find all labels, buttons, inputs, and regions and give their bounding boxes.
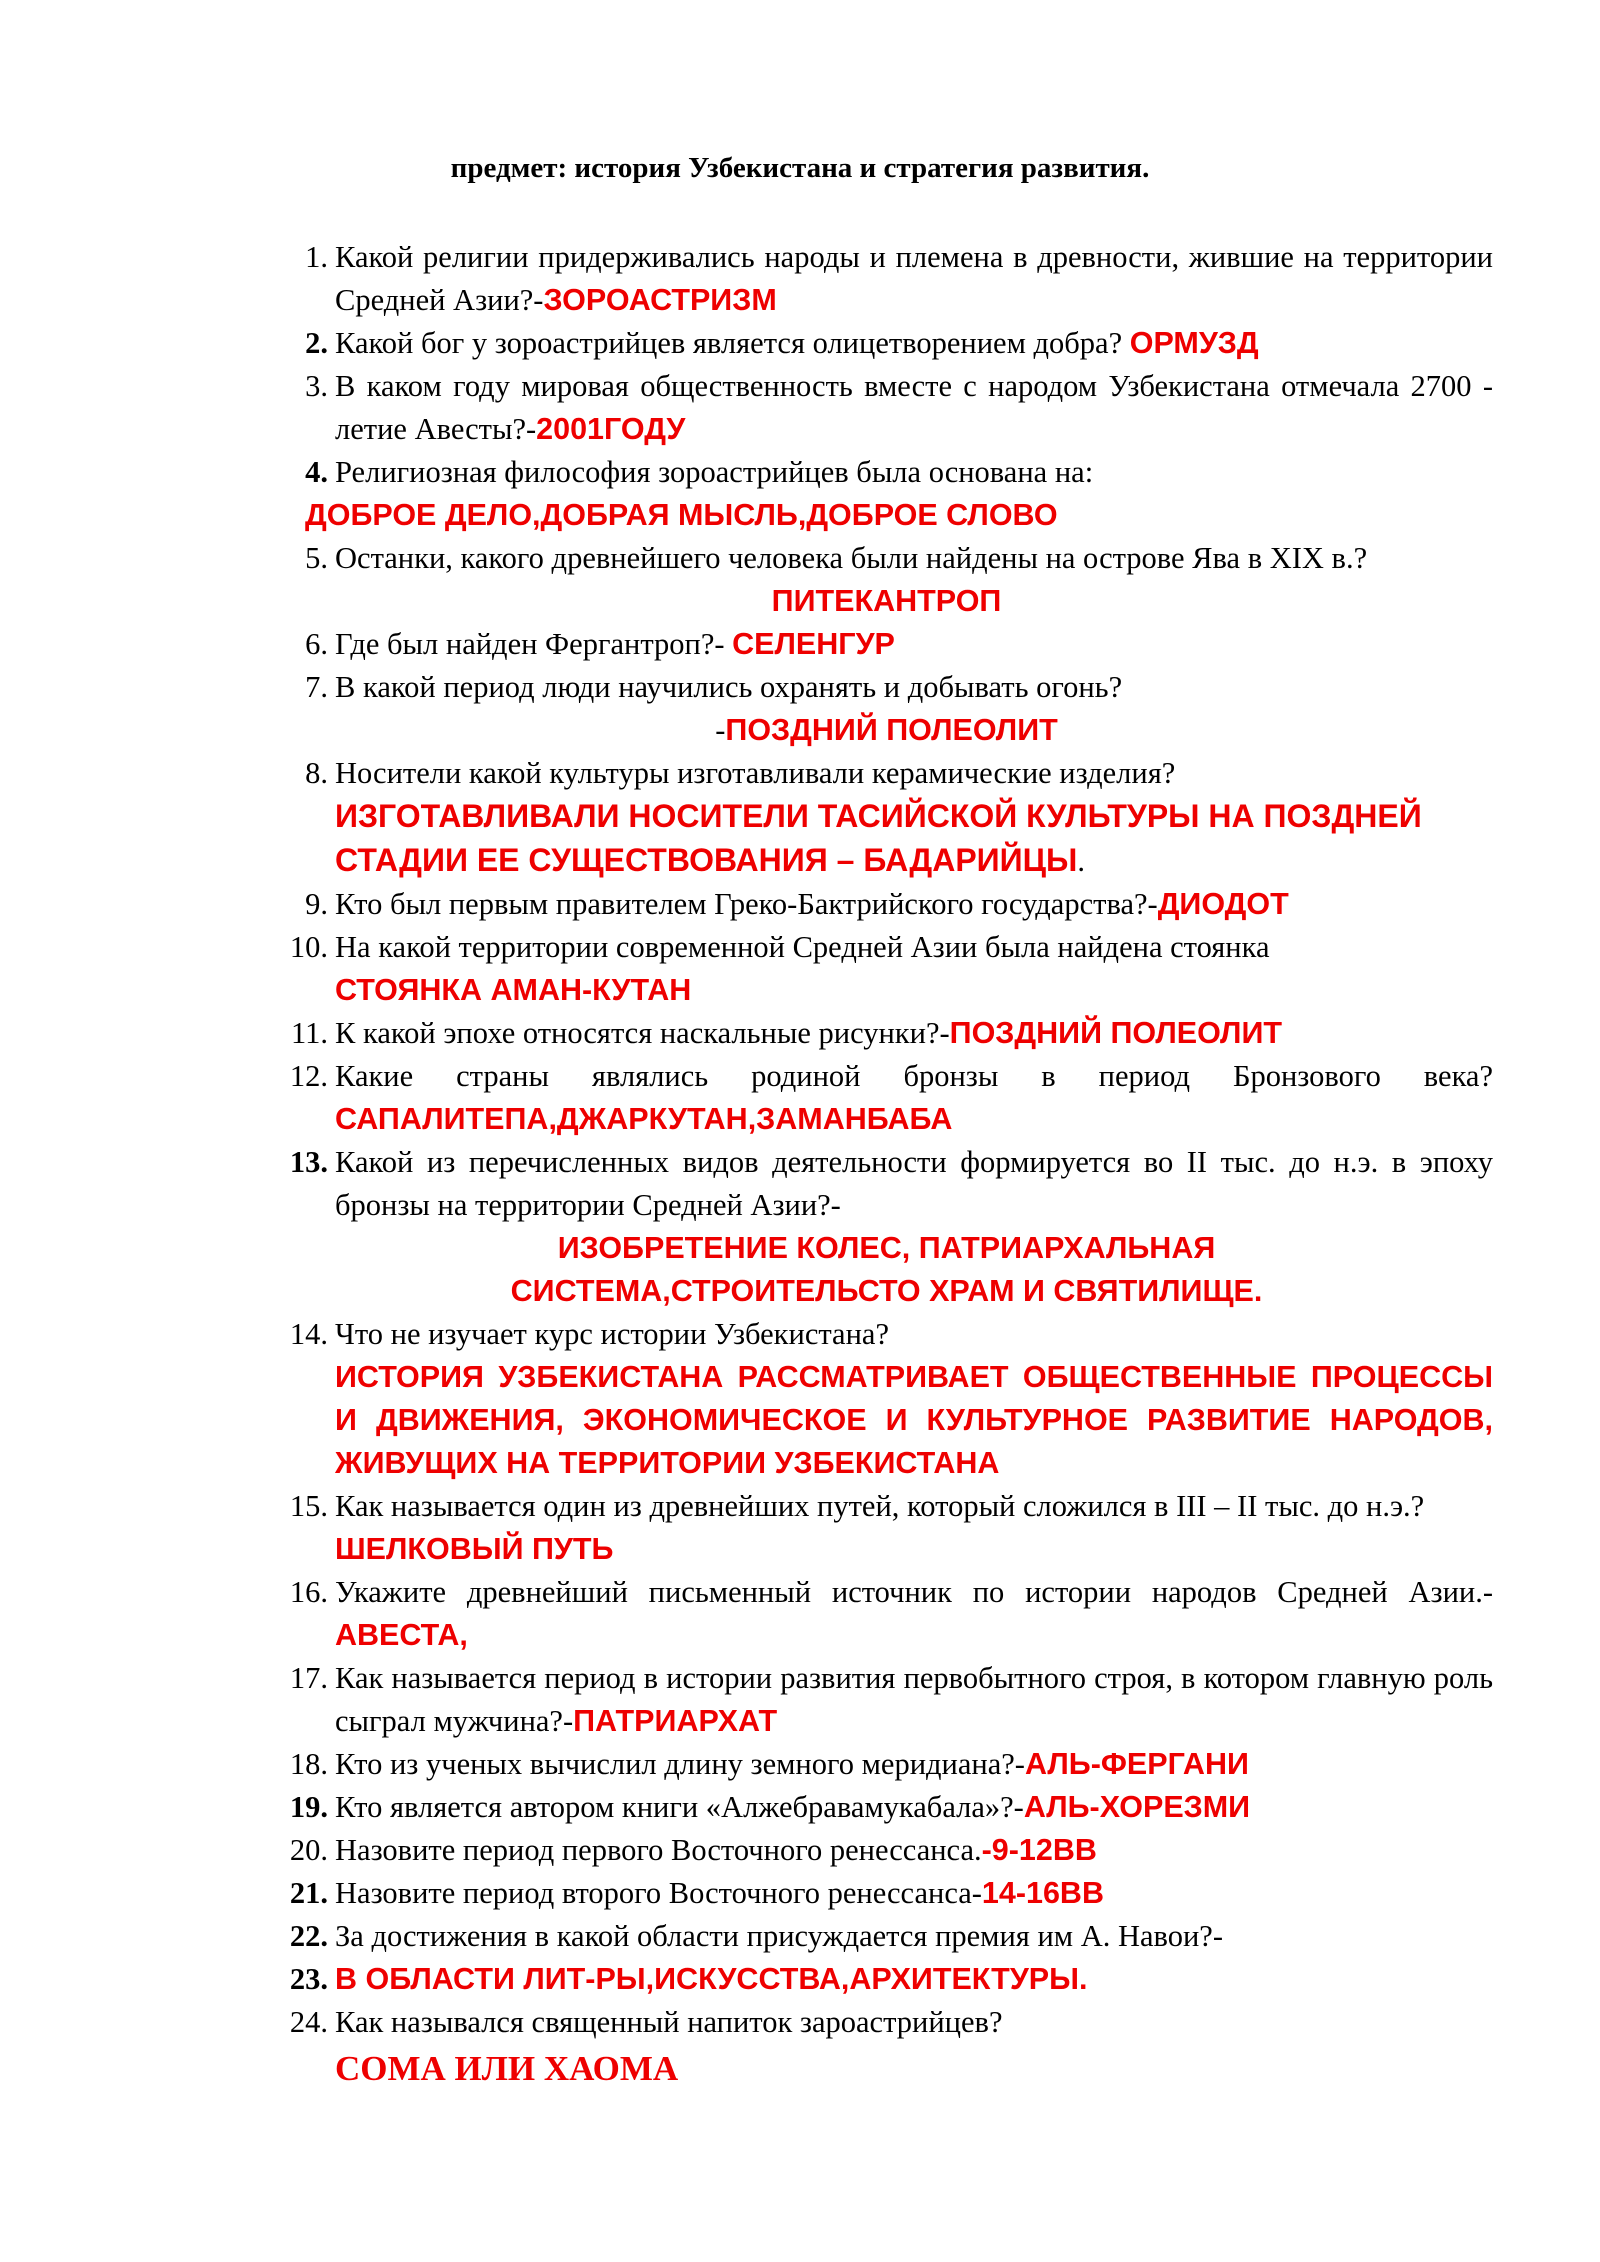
item-number: 13. (289, 1145, 328, 1179)
list-item (280, 2001, 1493, 2094)
question-body: Как называется период в истории развития первобытного строя, в котором главную роль сыграл мужчина?- (335, 1661, 1493, 1738)
list-item (280, 365, 1493, 451)
question-text: За достижения в какой области присуждается премия им А. Навои?- (335, 1919, 1223, 1953)
answer-text: СТОЯНКА АМАН-КУТАН (335, 973, 692, 1007)
answer-text: -9-12ВВ (981, 1833, 1097, 1867)
list-item (280, 1915, 1493, 1958)
answer-text: ИЗГОТАВЛИВАЛИ НОСИТЕЛИ ТАСИЙСКОЙ КУЛЬТУРЫ НА ПОЗДНЕЙ СТАДИИ ЕЕ СУЩЕСТВОВАНИЯ – БАДАРИЙЦЫ (335, 798, 1422, 878)
item-number: 21. (289, 1876, 328, 1910)
question-text: На какой территории современной Средней Азии была найдена стоянка (335, 930, 1270, 964)
question-text: Что не изучает курс истории Узбекистана? (335, 1317, 889, 1351)
answer-dash: - (715, 713, 726, 747)
list-item (280, 1313, 1493, 1485)
question-text: Кто из ученых вычислил длину земного меридиана?- (335, 1747, 1025, 1781)
answer-text: ПОЗДНИЙ ПОЛЕОЛИТ (949, 1016, 1283, 1050)
list-item (280, 1872, 1493, 1915)
question-text: Как называется один из древнейших путей, который сложился в III – II тыс. до н.э.? (335, 1489, 1425, 1523)
answer-tail: . (1077, 844, 1085, 878)
question-text: Останки, какого древнейшего человека были найдены на острове Ява в XIX в.? (335, 541, 1368, 575)
answer-text: ШЕЛКОВЫЙ ПУТЬ (335, 1532, 614, 1566)
item-number: 6. (305, 627, 328, 661)
item-number: 8. (305, 756, 328, 790)
item-number: 17. (289, 1661, 328, 1695)
list-item (280, 926, 1493, 1012)
question-text: Носители какой культуры изготавливали керамические изделия? (335, 756, 1176, 790)
list-item (280, 1485, 1493, 1571)
question-text: Какой из перечисленных видов деятельности формируется во II тыс. до н.э. в эпоху бронзы на территории Средней Азии?- (335, 1145, 1493, 1222)
item-number: 11. (291, 1016, 328, 1050)
question-text: Где был найден Фергантроп?- (335, 627, 733, 661)
answer-text: СИСТЕМА,СТРОИТЕЛЬСТО ХРАМ И СВЯТИЛИЩЕ. (510, 1274, 1263, 1308)
question-body: Какой религии придерживались народы и племена в древности, жившие на территории Средней Азии?- (335, 240, 1493, 317)
question-text (335, 1571, 1493, 1657)
item-number: 14. (289, 1317, 328, 1351)
question-text: Как назывался священный напиток зароастрийцев? (335, 2005, 1003, 2039)
item-number: 18. (289, 1747, 328, 1781)
question-text (335, 1055, 1493, 1141)
list-item (280, 1012, 1493, 1055)
list-item (280, 1829, 1493, 1872)
list-item (280, 1571, 1493, 1657)
list-item (280, 1958, 1493, 2001)
answer-text: СЕЛЕНГУР (732, 627, 895, 661)
list-item (280, 236, 1493, 322)
item-number: 10. (289, 930, 328, 964)
answer-text: 14-16ВВ (981, 1876, 1104, 1910)
list-item (280, 1055, 1493, 1141)
answer-line (280, 709, 1493, 752)
question-list (280, 236, 1493, 2094)
list-item (280, 1786, 1493, 1829)
list-item (280, 1743, 1493, 1786)
list-item (280, 1141, 1493, 1313)
question-text (335, 365, 1493, 451)
answer-text: САПАЛИТЕПА,ДЖАРКУТАН,ЗАМАНБАБА (335, 1102, 953, 1136)
item-number: 5. (305, 541, 328, 575)
question-body: В каком году мировая общественность вместе с народом Узбекистана отмечала 2700 - летие Авесты?- (335, 369, 1493, 446)
question-text (335, 236, 1493, 322)
item-number: 3. (305, 369, 328, 403)
question-body: Какие страны являлись родиной бронзы в период Бронзового века? (335, 1059, 1493, 1093)
answer-text: ИСТОРИЯ УЗБЕКИСТАНА РАССМАТРИВАЕТ ОБЩЕСТВЕННЫЕ ПРОЦЕССЫ И ДВИЖЕНИЯ, ЭКОНОМИЧЕСКОЕ И КУЛЬТУРНОЕ РАЗВИТИЕ НАРОДОВ, ЖИВУЩИХ НА ТЕРРИТОРИИ УЗБЕКИСТАНА (335, 1360, 1493, 1480)
answer-text: ДИОДОТ (1157, 887, 1289, 921)
question-text: К какой эпохе относятся наскальные рисунки?- (335, 1016, 950, 1050)
question-text: Назовите период первого Восточного ренессанса. (335, 1833, 982, 1867)
list-item (280, 322, 1493, 365)
list-item (280, 666, 1493, 752)
list-item (280, 1657, 1493, 1743)
question-text: Религиозная философия зороастрийцев была основана на: (335, 455, 1094, 489)
list-item (280, 451, 1493, 537)
question-text: Кто был первым правителем Греко-Бактрийского государства?- (335, 887, 1158, 921)
answer-text: ИЗОБРЕТЕНИЕ КОЛЕС, ПАТРИАРХАЛЬНАЯ (557, 1231, 1216, 1265)
item-number: 19. (289, 1790, 328, 1824)
answer-text: ПИТЕКАНТРОП (771, 584, 1002, 618)
page-title: предмет: история Узбекистана и стратегия развития. (450, 152, 1150, 184)
question-text (335, 1657, 1493, 1743)
answer-text: СОМА ИЛИ ХАОМА (335, 2049, 679, 2088)
question-text: Кто является автором книги «Алжебравамукабала»?- (335, 1790, 1024, 1824)
item-number: 1. (305, 240, 328, 274)
list-item (280, 623, 1493, 666)
answer-text: ДОБРОЕ ДЕЛО,ДОБРАЯ МЫСЛЬ,ДОБРОЕ СЛОВО (305, 498, 1058, 532)
item-number: 22. (289, 1919, 328, 1953)
item-number: 4. (305, 455, 328, 489)
item-number: 15. (289, 1489, 328, 1523)
item-number: 20. (289, 1833, 328, 1867)
answer-line (335, 795, 1493, 883)
answer-text: В ОБЛАСТИ ЛИТ-РЫ,ИСКУССТВА,АРХИТЕКТУРЫ. (335, 1962, 1088, 1996)
answer-text: АЛЬ-ФЕРГАНИ (1024, 1747, 1249, 1781)
list-item (280, 537, 1493, 623)
answer-text: ПАТРИАРХАТ (573, 1704, 778, 1738)
item-number: 7. (305, 670, 328, 704)
answer-text: АЛЬ-ХОРЕЗМИ (1023, 1790, 1251, 1824)
question-text: Какой бог у зороастрийцев является олицетворением добра? (335, 326, 1130, 360)
question-text: Назовите период второго Восточного ренессанса- (335, 1876, 982, 1910)
question-body: Укажите древнейший письменный источник по истории народов Средней Азии.- (335, 1575, 1493, 1609)
item-number: 2. (305, 326, 328, 360)
answer-text: АВЕСТА, (335, 1618, 468, 1652)
answer-text: 2001ГОДУ (536, 412, 686, 446)
item-number: 24. (289, 2005, 328, 2039)
item-number: 16. (289, 1575, 328, 1609)
item-number: 12. (289, 1059, 328, 1093)
item-number: 23. (289, 1962, 328, 1996)
item-number: 9. (305, 887, 328, 921)
question-text: В какой период люди научились охранять и добывать огонь? (335, 670, 1123, 704)
list-item (280, 752, 1493, 883)
answer-text: ОРМУЗД (1129, 326, 1259, 360)
list-item (280, 883, 1493, 926)
answer-text: ЗОРОАСТРИЗМ (543, 283, 777, 317)
answer-text: ПОЗДНИЙ ПОЛЕОЛИТ (725, 713, 1058, 747)
